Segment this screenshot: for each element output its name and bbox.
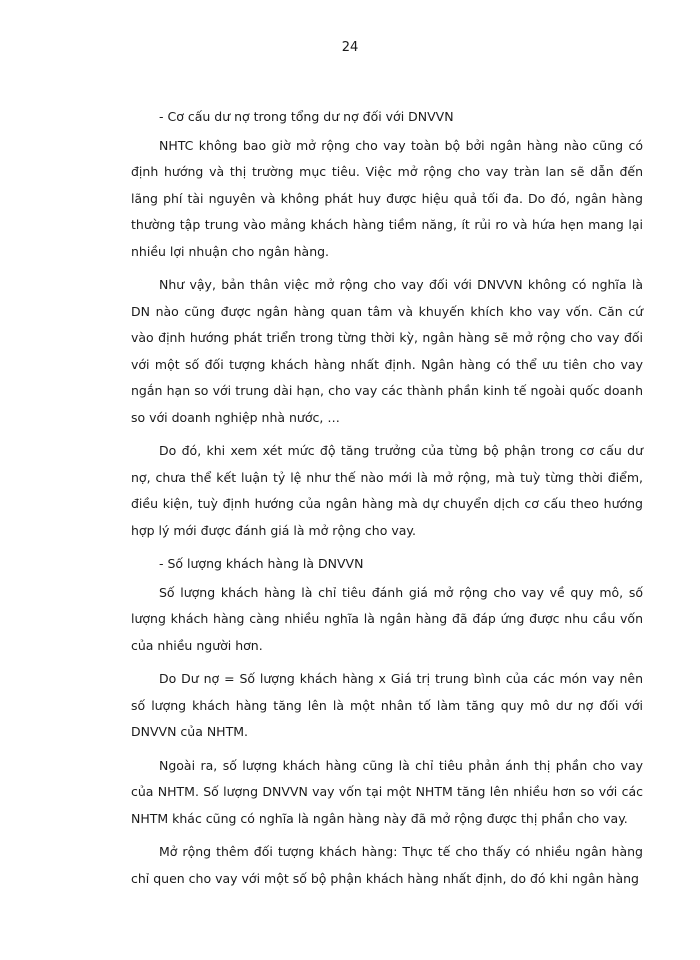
section-heading-customer-count: - Số lượng khách hàng là DNVVN xyxy=(159,556,364,571)
paragraph-expand-customers: Mở rộng thêm đối tượng khách hàng: Thực tế cho thấy có nhiều ngân hàng chỉ quen cho vay với một số bộ phận khách hàng nhất định, do đó khi ngân hàng xyxy=(131,844,643,886)
paragraph-lending-focus: NHTC không bao giờ mở rộng cho vay toàn bộ bởi ngân hàng nào cũng có định hướng và thị trường mục tiêu. Việc mở rộng cho vay tràn lan sẽ dẫn đến lãng phí tài nguyên và không phát huy được hiệu quả tối đa. Do đó, ngân hàng thường tập trung vào mảng khách hàng tiềm năng, ít rủi ro và hứa hẹn mang lại nhiều lợi nhuận cho ngân hàng. xyxy=(131,137,643,259)
paragraph-lending-priority: Như vậy, bản thân việc mở rộng cho vay đối với DNVVN không có nghĩa là DN nào cũng được ngân hàng quan tâm và khuyến khích kho vay vốn. Căn cứ vào định hướng phát triển trong từng thời kỳ, ngân hàng sẽ mở rộng cho vay đối với một số đối tượng khách hàng nhất định. Ngân hàng có thể ưu tiên cho vay ngắn hạn so với trung dài hạn, cho vay các thành phần kinh tế ngoài quốc doanh so với doanh nghiệp nhà nước, … xyxy=(131,277,643,425)
paragraph-debt-formula: Do Dư nợ = Số lượng khách hàng x Giá trị trung bình của các món vay nên số lượng khách hàng tăng lên là một nhân tố làm tăng quy mô dư nợ đối với DNVVN của NHTM. xyxy=(131,671,643,739)
paragraph-growth-evaluation: Do đó, khi xem xét mức độ tăng trưởng của từng bộ phận trong cơ cấu dư nợ, chưa thể kết luận tỷ lệ như thế nào mới là mở rộng, mà tuỳ từng thời điểm, điều kiện, tuỳ định hướng của ngân hàng mà dự chuyển dịch cơ cấu theo hướng hợp lý mới được đánh giá là mở rộng cho vay. xyxy=(131,443,643,538)
section-heading-debt-structure: - Cơ cấu dư nợ trong tổng dư nợ đối với DNVVN xyxy=(159,109,454,124)
paragraph-market-share: Ngoài ra, số lượng khách hàng cũng là chỉ tiêu phản ánh thị phần cho vay của NHTM. Số lượng DNVVN vay vốn tại một NHTM tăng lên nhiều hơn so với các NHTM khác cũng có nghĩa là ngân hàng này đã mở rộng được thị phần cho vay. xyxy=(131,757,643,826)
document-body xyxy=(131,104,643,899)
paragraph-customer-count-indicator: Số lượng khách hàng là chỉ tiêu đánh giá mở rộng cho vay về quy mô, số lượng khách hàng càng nhiều nghĩa là ngân hàng đã đáp ứng được nhu cầu vốn của nhiều người hơn. xyxy=(131,584,643,653)
page-number: 24 xyxy=(341,40,359,55)
